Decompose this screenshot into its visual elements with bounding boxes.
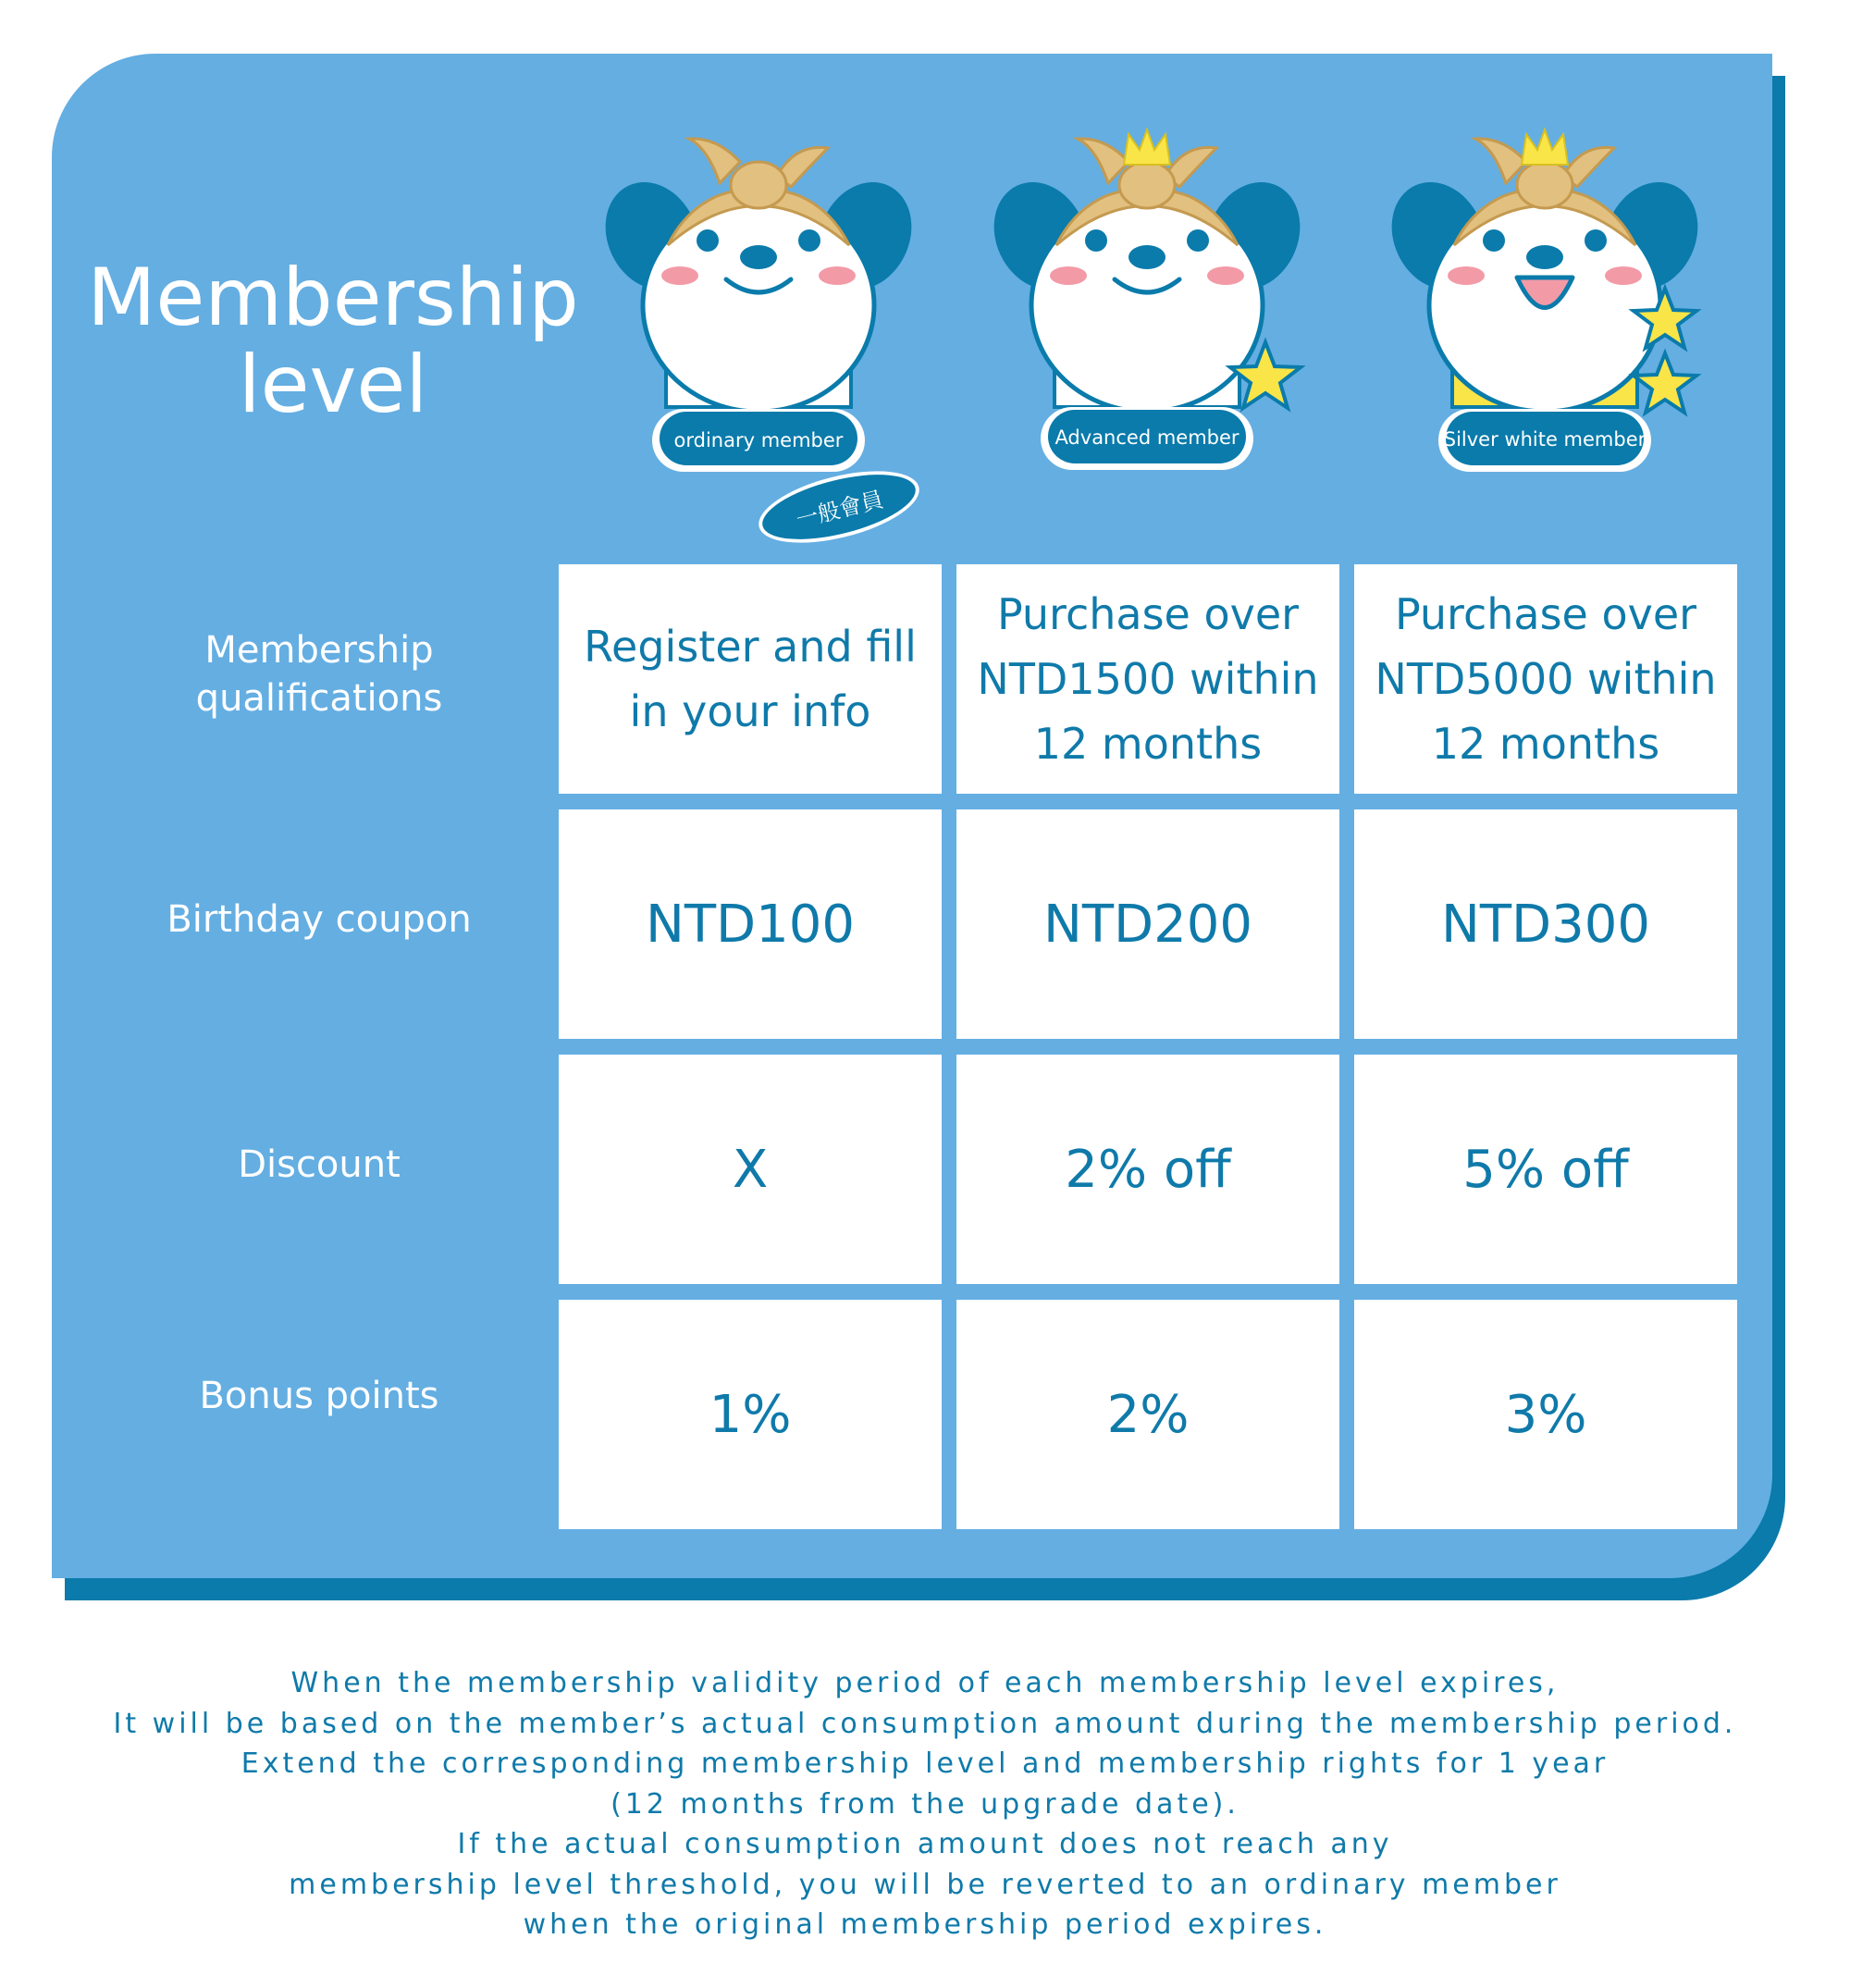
cell-discount-silver: 5% off <box>1354 1055 1737 1284</box>
cell-bonus-ordinary: 1% <box>559 1300 942 1529</box>
row-label-qualifications: Membership qualifications <box>195 629 443 720</box>
page-title <box>74 252 592 431</box>
crown-icon <box>1522 130 1568 165</box>
footer-note <box>56 1663 1794 1945</box>
footer-line: when the original membership period expires. <box>523 1908 1327 1941</box>
cell-qualification-advanced: Purchase over NTD1500 within 12 months <box>956 564 1339 794</box>
footer-line: When the membership validity period of each membership level expires, <box>290 1667 1560 1699</box>
row-label-birthday-coupon: Birthday coupon <box>166 898 472 941</box>
crown-icon <box>1124 130 1170 165</box>
silver-white-member-mascot <box>1388 130 1702 481</box>
tier-badge-label: ordinary member <box>673 429 844 451</box>
cell-qualification-silver: Purchase over NTD5000 within 12 months <box>1354 564 1737 794</box>
dog-mascot-illustration <box>601 130 916 481</box>
cell-qualification-ordinary: Register and fill in your info <box>559 564 942 794</box>
title-line-1: Membership <box>87 252 579 344</box>
cell-birthday-silver: NTD300 <box>1354 809 1737 1039</box>
row-label-bonus-points: Bonus points <box>199 1375 439 1417</box>
tier-badge-label: Silver white member <box>1443 428 1646 451</box>
cell-birthday-advanced: NTD200 <box>956 809 1339 1039</box>
footer-line: If the actual consumption amount does not reach any <box>457 1828 1393 1860</box>
tier-badge-label: Advanced member <box>1054 426 1240 449</box>
cell-bonus-silver: 3% <box>1354 1300 1737 1529</box>
advanced-member-mascot <box>990 130 1304 481</box>
dog-mascot-illustration <box>990 130 1304 481</box>
footer-line: Extend the corresponding membership level and membership rights for 1 year <box>240 1747 1610 1780</box>
footer-line: membership level threshold, you will be reverted to an ordinary member <box>289 1868 1561 1901</box>
chinese-tag-text: 一般會員 <box>793 486 886 533</box>
cell-discount-ordinary: X <box>559 1055 942 1284</box>
row-label-discount: Discount <box>238 1143 401 1186</box>
footer-line: It will be based on the member’s actual consumption amount during the membership period. <box>113 1707 1737 1740</box>
ordinary-member-mascot <box>601 130 916 481</box>
footer-line: (12 months from the upgrade date). <box>610 1787 1240 1821</box>
dog-mascot-illustration <box>1388 130 1702 481</box>
title-line-2: level <box>238 339 428 431</box>
cell-birthday-ordinary: NTD100 <box>559 809 942 1039</box>
cell-bonus-advanced: 2% <box>956 1300 1339 1529</box>
cell-discount-advanced: 2% off <box>956 1055 1339 1284</box>
